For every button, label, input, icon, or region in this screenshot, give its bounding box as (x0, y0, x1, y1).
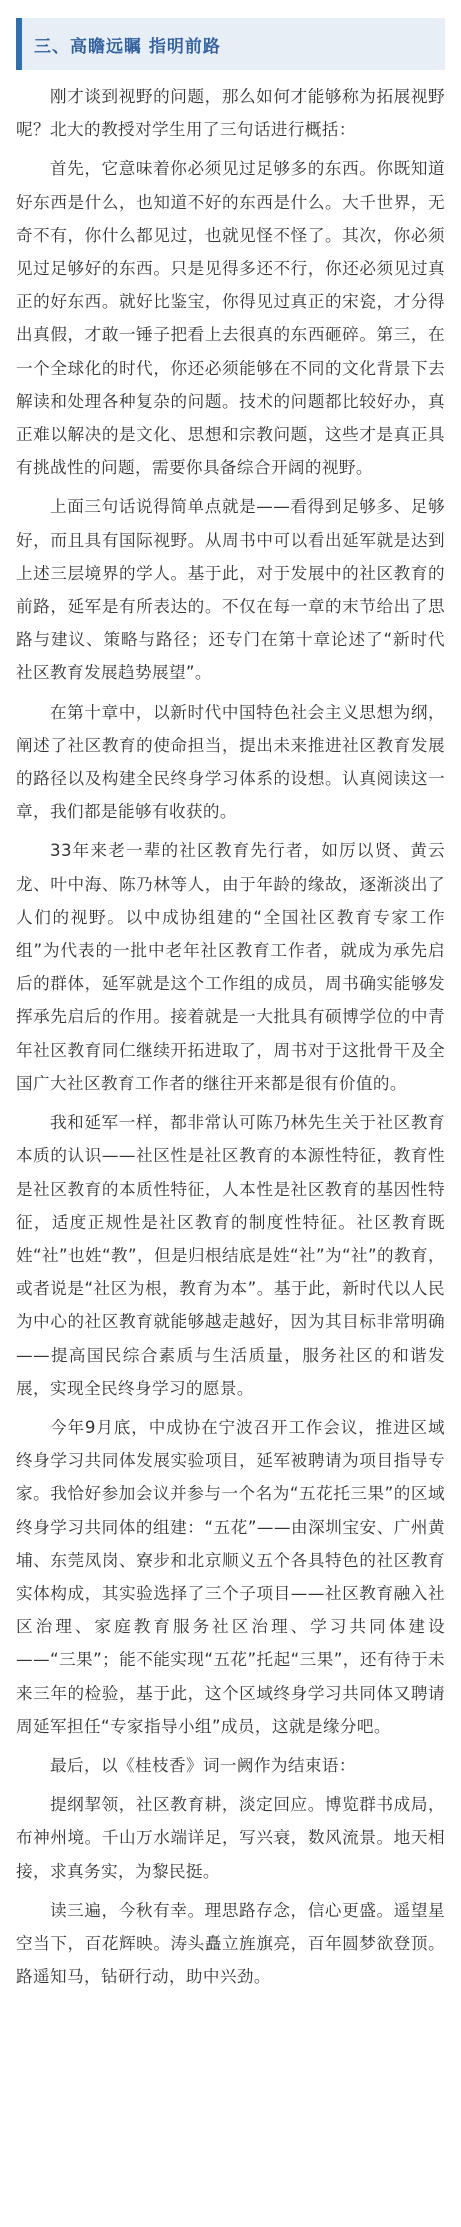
section-header (16, 18, 445, 70)
paragraph: 提纲挈领，社区教育耕，淡定回应。博览群书成局，布神州境。千山万水端详足，写兴衰，数风流景。地天相接，求真务实，为黎民挺。 (16, 1795, 445, 1881)
paragraph: 最后，以《桂枝香》词一阙作为结束语： (50, 1755, 356, 1775)
article-body (16, 80, 445, 1993)
paragraph: 刚才谈到视野的问题，那么如何才能够称为拓展视野呢？北大的教授对学生用了三句话进行概括： (16, 87, 445, 140)
paragraph: 33年来老一辈的社区教育先行者，如厉以贤、黄云龙、叶中海、陈乃林等人，由于年龄的缘故，逐渐淡出了人们的视野。以中成协组建的“全国社区教育专家工作组”为代表的一批中老年社区教育工作者，就成为承先启后的群体，延军就是这个工作组的成员，周书确实能够发挥承先启后的作用。接着就是一大批具有硕博学位的中青年社区教育同仁继续开拓进取了，周书对于这批骨干及全国广大社区教育工作者的继往开来都是很有价值的。 (16, 841, 445, 1093)
paragraph: 在第十章中，以新时代中国特色社会主义思想为纲，阐述了社区教育的使命担当，提出未来推进社区教育发展的路径以及构建全民终身学习体系的设想。认真阅读这一章，我们都是能够有收获的。 (16, 702, 445, 822)
paragraph: 首先，它意味着你必须见过足够多的东西。你既知道好东西是什么，也知道不好的东西是什么。大千世界，无奇不有，你什么都见过，也就见怪不怪了。其次，你必须见过足够好的东西。只是见得多还不行，你还必须见过真正的好东西。就好比鉴宝，你得见过真正的宋瓷，才分得出真假，才敢一锤子把看上去很真的东西砸碎。第三，在一个全球化的时代，你还必须能够在不同的文化背景下去解读和处理各种复杂的问题。技术的问题都比较好办，真正难以解决的是文化、思想和宗教问题，这些才是真正具有挑战性的问题，需要你具备综合开阔的视野。 (16, 159, 445, 478)
section-title: 三、高瞻远瞩 指明前路 (34, 36, 221, 57)
paragraph: 上面三句话说得简单点就是——看得到足够多、足够好，而且具有国际视野。从周书中可以看出延军就是达到上述三层境界的学人。基于此，对于发展中的社区教育的前路，延军是有所表达的。不仅在每一章的末节给出了思路与建议、策略与路径；还专门在第十章论述了“新时代社区教育发展趋势展望”。 (16, 497, 445, 683)
paragraph: 读三遍，今秋有幸。理思路存念，信心更盛。遥望星空当下，百花辉映。涛头矗立旌旗亮，百年圆梦欲登顶。路遥知马，钻研行动，助中兴劲。 (16, 1900, 445, 1987)
paragraph: 今年9月底，中成协在宁波召开工作会议，推进区域终身学习共同体发展实验项目，延军被聘请为项目指导专家。我恰好参加会议并参与一个名为“五花托三果”的区域终身学习共同体的组建：“五花”——由深圳宝安、广州黄埔、东莞凤岗、寮步和北京顺义五个各具特色的社区教育实体构成，其实验选择了三个子项目——社区教育融入社区治理、家庭教育服务社区治理、学习共同体建设——“三果”；能不能实现“五花”托起“三果”，还有待于未来三年的检验，基于此，这个区域终身学习共同体又聘请周延军担任“专家指导小组”成员，这就是缘分吧。 (16, 1417, 445, 1736)
paragraph: 我和延军一样，都非常认可陈乃林先生关于社区教育本质的认识——社区性是社区教育的本源性特征，教育性是社区教育的本质性特征，人本性是社区教育的基因性特征，适度正规性是社区教育的制度性特征。社区教育既姓“社”也姓“教”，但是归根结底是姓“社”为“社”的教育，或者说是“社区为根，教育为本”。基于此，新时代以人民为中心的社区教育就能够越走越好，因为其目标非常明确——提高国民综合素质与生活质量，服务社区的和谐发展，实现全民终身学习的愿景。 (16, 1113, 445, 1398)
